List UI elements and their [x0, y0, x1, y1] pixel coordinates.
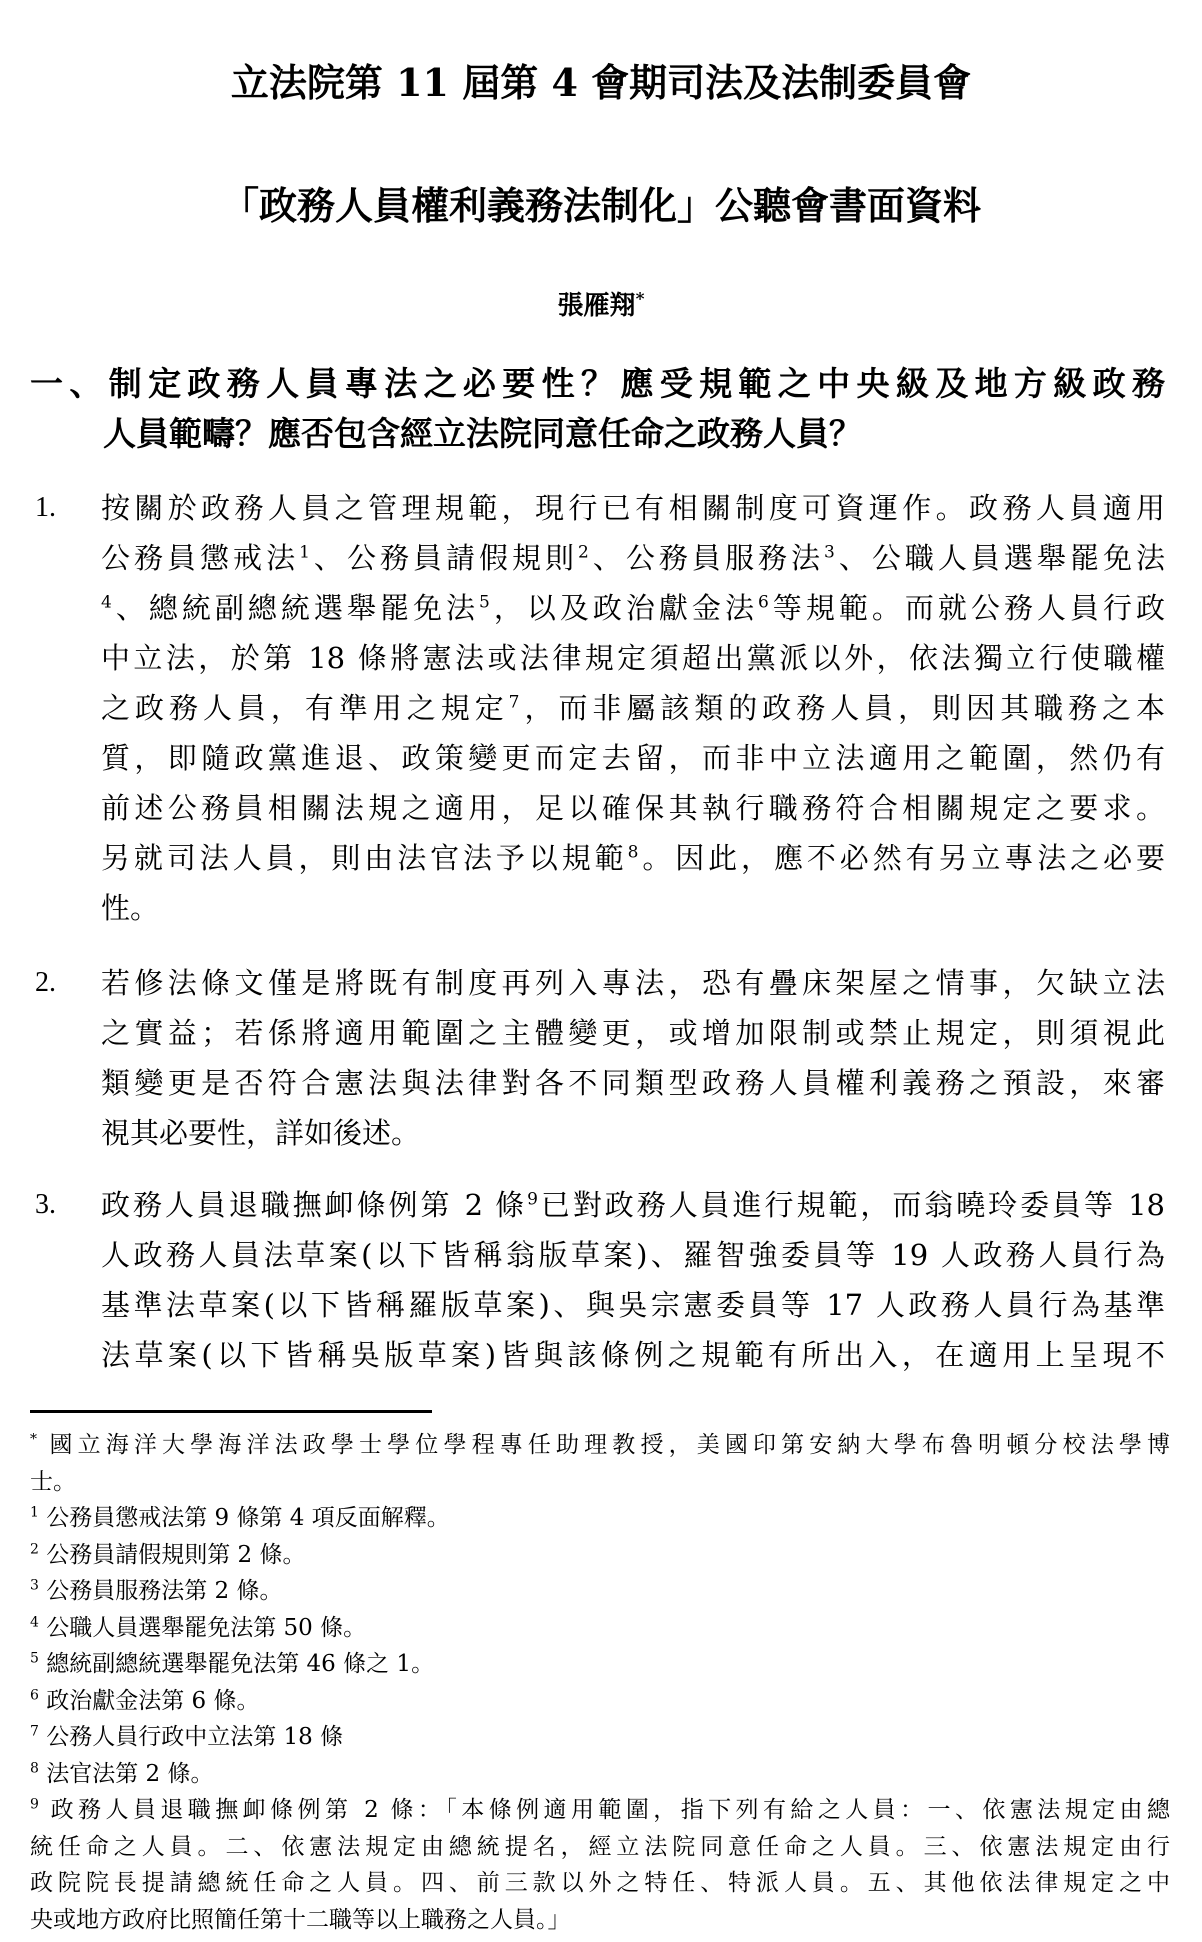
- author-text: 張雁翔: [557, 291, 636, 321]
- footnote-reference[interactable]: 3: [824, 542, 835, 563]
- footnote-text: 政務人員退職撫卹條例第 2 條：「本條例適用範圍，指下列有給之人員：一、依憲法規定由總: [38, 1797, 1170, 1823]
- footnote-line: [30, 1465, 1170, 1499]
- footnote-mark: 4: [30, 1613, 39, 1630]
- footnote-mark: 8: [30, 1759, 39, 1776]
- footnote-text: 公職人員選舉罷免法第 50 條。: [38, 1614, 367, 1641]
- line-text: 已對政務人員進行規範，而翁曉玲委員等 18: [537, 1188, 1166, 1222]
- line-text: 中立法，於第 18 條將憲法或法律規定須超出黨派以外，依法獨立行使職權: [101, 641, 1165, 675]
- footnote-text: 政治獻金法第 6 條。: [38, 1687, 260, 1714]
- paragraph-line: [101, 738, 1165, 778]
- footnote-line: [30, 1647, 1170, 1681]
- section-heading-line-1: 一、制定政務人員專法之必要性？應受規範之中央級及地方級政務: [30, 364, 1165, 403]
- footnote-text: 總統副總統選舉罷免法第 46 條之 1。: [38, 1651, 435, 1677]
- paragraph-line: [101, 588, 1165, 628]
- section-heading-line-2: 人員範疇？應否包含經立法院同意任命之政務人員？: [103, 414, 862, 453]
- line-text: 、公務員請假規則: [309, 541, 579, 575]
- line-text: 、公職人員選舉罷免法: [834, 541, 1165, 575]
- footnote-text: 央或地方政府比照簡任第十二職等以上職務之人員。」: [30, 1906, 571, 1933]
- footnote-reference[interactable]: 5: [479, 592, 490, 613]
- footnote-reference[interactable]: 4: [101, 592, 112, 613]
- footnote-text: 法官法第 2 條。: [38, 1760, 214, 1787]
- footnote-line: [30, 1428, 1170, 1462]
- footnote-reference[interactable]: 8: [627, 842, 639, 863]
- footnote-line: [30, 1757, 1170, 1791]
- paragraph-line: [101, 788, 1165, 828]
- footnote-text: 國立海洋大學海洋法政學士學位學程專任助理教授，美國印第安納大學布魯明頓分校法學博: [37, 1432, 1170, 1458]
- paragraph-line: [101, 888, 1165, 928]
- footnote-mark: 3: [30, 1577, 39, 1594]
- line-text: 按關於政務人員之管理規範，現行已有相關制度可資運作。政務人員適用: [101, 491, 1165, 525]
- footnote-line: [30, 1574, 1170, 1608]
- footnote-line: [30, 1684, 1170, 1718]
- footnote-mark: 6: [30, 1686, 39, 1703]
- paragraph-line: [101, 688, 1165, 728]
- paragraph-line: [101, 1335, 1165, 1375]
- paragraph-number: 2.: [35, 967, 56, 998]
- footnote-separator: [30, 1410, 432, 1413]
- paragraph-line: [101, 1063, 1165, 1103]
- line-text: 、總統副總統選舉罷免法: [111, 591, 479, 625]
- paragraph-line: [101, 1285, 1165, 1325]
- line-text: 另就司法人員，則由法官法予以規範: [101, 841, 628, 875]
- paragraph-line: [101, 488, 1165, 528]
- paragraph-line: [101, 1013, 1165, 1053]
- footnote-reference[interactable]: 1: [299, 542, 310, 563]
- footnote-reference[interactable]: 7: [508, 692, 520, 713]
- footnote-line: [30, 1538, 1170, 1572]
- line-text: 視其必要性，詳如後述。: [101, 1116, 421, 1150]
- footnote-text: 公務員懲戒法第 9 條第 4 項反面解釋。: [38, 1505, 450, 1531]
- footnote-reference[interactable]: 9: [527, 1189, 538, 1210]
- footnote-mark: 7: [30, 1723, 39, 1740]
- line-text: 、公務員服務法: [588, 541, 824, 575]
- author-footnote-mark: *: [635, 289, 645, 310]
- paragraph-line: [101, 963, 1165, 1003]
- line-text: 公務員懲戒法: [101, 541, 300, 575]
- paragraph-line: [101, 1235, 1165, 1275]
- footnote-line: [30, 1793, 1170, 1827]
- footnote-mark: *: [30, 1431, 37, 1448]
- footnote-line: [30, 1720, 1170, 1754]
- paragraph-line: [101, 538, 1165, 578]
- line-text: 人政務人員法草案(以下皆稱翁版草案)、羅智強委員等 19 人政務人員行為: [101, 1238, 1165, 1272]
- author-name: [0, 285, 1202, 322]
- line-text: 。因此，應不必然有另立專法之必要: [638, 841, 1165, 875]
- footnote-line: [30, 1830, 1170, 1864]
- document-subtitle: 「政務人員權利義務法制化」公聽會書面資料: [220, 183, 981, 228]
- document-title: 立法院第 11 屆第 4 會期司法及法制委員會: [230, 60, 972, 105]
- line-text: ，以及政治獻金法: [489, 591, 758, 625]
- footnote-reference[interactable]: 6: [757, 592, 769, 613]
- line-text: ，而非屬該類的政務人員，則因其職務之本: [519, 691, 1165, 725]
- footnote-line: [30, 1866, 1170, 1900]
- footnote-mark: 9: [30, 1796, 39, 1813]
- footnote-text: 公務員服務法第 2 條。: [38, 1578, 283, 1604]
- paragraph-line: [101, 638, 1165, 678]
- footnote-line: [30, 1501, 1170, 1535]
- paragraph-number: 1.: [35, 492, 56, 523]
- footnote-line: [30, 1611, 1170, 1645]
- footnote-line: [30, 1903, 1170, 1937]
- line-text: 類變更是否符合憲法與法律對各不同類型政務人員權利義務之預設，來審: [101, 1066, 1165, 1100]
- line-text: 質，即隨政黨進退、政策變更而定去留，而非中立法適用之範圍，然仍有: [101, 741, 1165, 775]
- line-text: 法草案(以下皆稱吳版草案)皆與該條例之規範有所出入，在適用上呈現不: [101, 1338, 1165, 1372]
- line-text: 基準法草案(以下皆稱羅版草案)、與吳宗憲委員等 17 人政務人員行為基準: [101, 1288, 1165, 1322]
- footnote-mark: 5: [30, 1650, 39, 1667]
- paragraph-line: [101, 1113, 1165, 1153]
- footnote-text: 統任命之人員。二、依憲法規定由總統提名，經立法院同意任命之人員。三、依憲法規定由行: [30, 1833, 1170, 1860]
- footnote-mark: 1: [30, 1504, 39, 1521]
- line-text: 前述公務員相關法規之適用，足以確保其執行職務符合相關規定之要求。: [101, 791, 1165, 825]
- footnote-text: 公務員請假規則第 2 條。: [38, 1541, 306, 1568]
- line-text: 若修法條文僅是將既有制度再列入專法，恐有疊床架屋之情事，欠缺立法: [101, 966, 1165, 1000]
- line-text: 性。: [101, 891, 160, 925]
- paragraph-number: 3.: [35, 1189, 56, 1220]
- line-text: 之實益；若係將適用範圍之主體變更，或增加限制或禁止規定，則須視此: [101, 1016, 1165, 1050]
- paragraph-line: [101, 1185, 1165, 1225]
- line-text: 之政務人員，有準用之規定: [101, 691, 509, 725]
- footnote-text: 士。: [30, 1468, 76, 1495]
- footnote-mark: 2: [30, 1540, 39, 1557]
- paragraph-line: [101, 838, 1165, 878]
- footnote-text: 公務人員行政中立法第 18 條: [38, 1724, 344, 1750]
- footnote-text: 政院院長提請總統任命之人員。四、前三款以外之特任、特派人員。五、其他依法律規定之中: [30, 1870, 1170, 1896]
- line-text: 政務人員退職撫卹條例第 2 條: [101, 1188, 528, 1222]
- line-text: 等規範。而就公務人員行政: [768, 591, 1165, 625]
- footnote-reference[interactable]: 2: [578, 542, 589, 563]
